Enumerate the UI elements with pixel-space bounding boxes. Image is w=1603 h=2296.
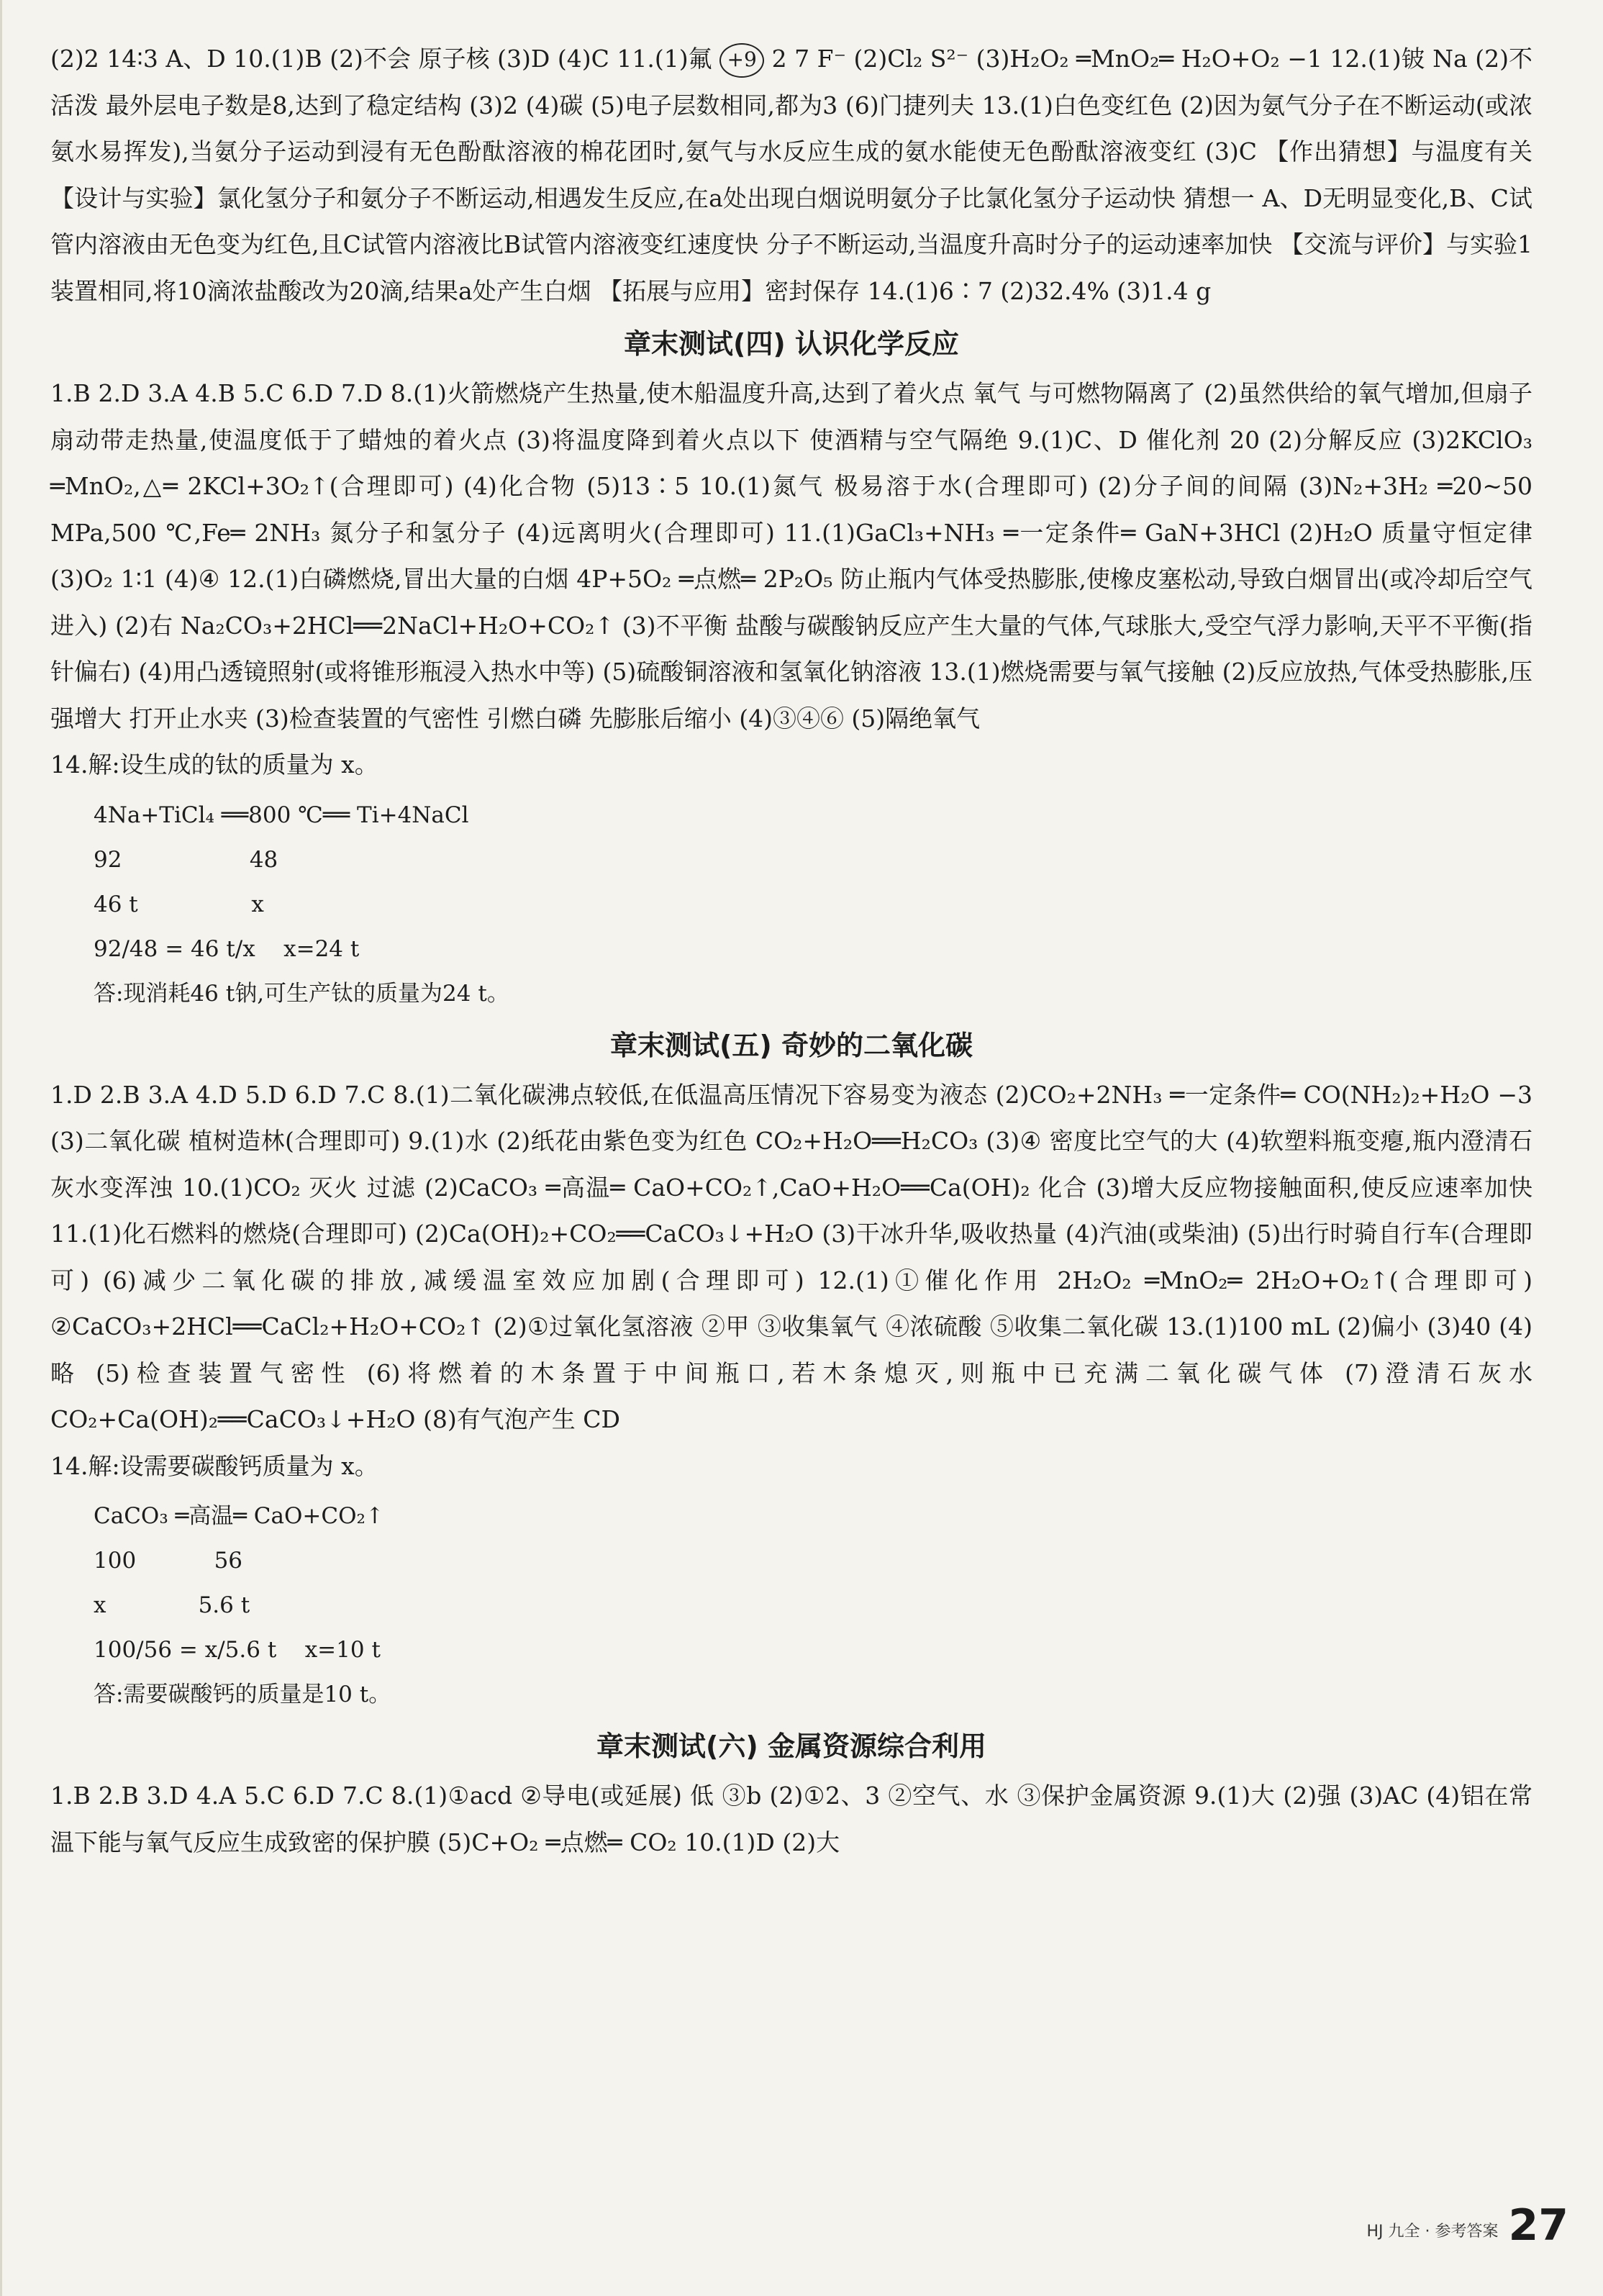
calc-intro: 14.解:设生成的钛的质量为 x。 (50, 750, 378, 779)
section-heading: 章末测试(六) 金属资源综合利用 (596, 1730, 986, 1762)
section-answers: 1.D 2.B 3.A 4.D 5.D 6.D 7.C 8.(1)二氧化碳沸点较低,在低温高压情况下容易变为液态 (2)CO₂+2NH₃ ═一定条件═ CO(NH₂)₂+H₂O −3 (3)二氧化碳 植树造林(合理即可) 9.(1)水 (2)纸花由紫色变为红色 CO₂+H₂O══H₂CO₃ (3)④ 密度比空气的大 (4)软塑料瓶变瘪,瓶内澄清石灰水变浑浊 10.(1)CO₂ 灭火 过滤 (2)CaCO₃ ═高温═ CaO+CO₂↑,CaO+H₂O══Ca(OH)₂ 化合 (3)增大反应物接触面积,使反应速率加快 11.(1)化石燃料的燃烧(合理即可) (2)Ca(OH)₂+CO₂══CaCO₃↓+H₂O (3)干冰升华,吸收热量 (4)汽油(或柴油) (5)出行时骑自行车(合理即可) (6)减少二氧化碳的排放,减缓温室效应加剧(合理即可) 12.(1)①催化作用 2H₂O₂ ═MnO₂═ 2H₂O+O₂↑(合理即可) ②CaCO₃+2HCl══CaCl₂+H₂O+CO₂↑ (2)①过氧化氢溶液 ②甲 ③收集氧气 ④浓硫酸 ⑤收集二氧化碳 13.(1)100 mL (2)偏小 (3)40 (4)略 (5)检查装置气密性 (6)将燃着的木条置于中间瓶口,若木条熄灭,则瓶中已充满二氧化碳气体 (7)澄清石灰水 CO₂+Ca(OH)₂══CaCO₃↓+H₂O (8)有气泡产生 CD (50, 1080, 1532, 1433)
calculation-block (94, 793, 1532, 1016)
answer-page (50, 36, 1532, 1866)
atom-structure-diagram (719, 43, 764, 78)
page-edge (0, 0, 2, 2296)
section-heading: 章末测试(五) 奇妙的二氧化碳 (610, 1029, 973, 1061)
section-heading: 章末测试(四) 认识化学反应 (624, 328, 959, 360)
calc-answer: 答:需要碳酸钙的质量是10 t。 (94, 1682, 391, 1707)
page-footer (1366, 2200, 1568, 2251)
calc-line: 100 56 (94, 1548, 243, 1574)
section-answers: 1.B 2.D 3.A 4.B 5.C 6.D 7.D 8.(1)火箭燃烧产生热量,使木船温度升高,达到了着火点 氧气 与可燃物隔离了 (2)虽然供给的氧气增加,但扇子扇动带走热量,使温度低于了蜡烛的着火点 (3)将温度降到着火点以下 使酒精与空气隔绝 9.(1)C、D 催化剂 20 (2)分解反应 (3)2KClO₃ ═MnO₂,△═ 2KCl+3O₂↑(合理即可) (4)化合物 (5)13∶5 10.(1)氮气 极易溶于水(合理即可) (2)分子间的间隔 (3)N₂+3H₂ ═20~50 MPa,500 ℃,Fe═ 2NH₃ 氮分子和氢分子 (4)远离明火(合理即可) 11.(1)GaCl₃+NH₃ ═一定条件═ GaN+3HCl (2)H₂O 质量守恒定律 (3)O₂ 1∶1 (4)④ 12.(1)白磷燃烧,冒出大量的白烟 4P+5O₂ ═点燃═ 2P₂O₅ 防止瓶内气体受热膨胀,使橡皮塞松动,导致白烟冒出(或冷却后空气进入) (2)右 Na₂CO₃+2HCl══2NaCl+H₂O+CO₂↑ (3)不平衡 盐酸与碳酸钠反应产生大量的气体,气球胀大,受空气浮力影响,天平不平衡(指针偏右) (4)用凸透镜照射(或将锥形瓶浸入热水中等) (5)硫酸铜溶液和氢氧化钠溶液 13.(1)燃烧需要与氧气接触 (2)反应放热,气体受热膨胀,压强增大 打开止水夹 (3)检查装置的气密性 引燃白磷 先膨胀后缩小 (4)③④⑥ (5)隔绝氧气 (50, 379, 1532, 732)
page-number: 27 (1508, 2200, 1568, 2251)
footer-label: HJ 九全 · 参考答案 (1366, 2223, 1499, 2241)
calc-line: CaCO₃ ═高温═ CaO+CO₂↑ (94, 1503, 384, 1529)
calculation-block (94, 1494, 1532, 1717)
calc-line: 4Na+TiCl₄ ══800 ℃══ Ti+4NaCl (94, 802, 469, 828)
calc-line: 92 48 (94, 846, 278, 873)
section-answers: 1.B 2.B 3.D 4.A 5.C 6.D 7.C 8.(1)①acd ②导电(或延展) 低 ③b (2)①2、3 ②空气、水 ③保护金属资源 9.(1)大 (2)强 (3)AC (4)铝在常温下能与氧气反应生成致密的保护膜 (5)C+O₂ ═点燃═ CO₂ 10.(1)D (2)大 (50, 1782, 1532, 1856)
calc-intro: 14.解:设需要碳酸钙质量为 x。 (50, 1451, 378, 1480)
intro-text-rest: 2 7 F⁻ (2)Cl₂ S²⁻ (3)H₂O₂ ═MnO₂═ H₂O+O₂ −1 12.(1)铍 Na (2)不活泼 最外层电子数是8,达到了稳定结构 (3)2 (4)碳 (5)电子层数相同,都为3 (6)门捷列夫 13.(1)白色变红色 (2)因为氨气分子在不断运动(或浓氨水易挥发),当氨分子运动到浸有无色酚酞溶液的棉花团时,氨气与水反应生成的氨水能使无色酚酞溶液变红 (3)C 【作出猜想】与温度有关 【设计与实验】氯化氢分子和氨分子不断运动,相遇发生反应,在a处出现白烟说明氨分子比氯化氢分子运动快 猜想一 A、D无明显变化,B、C试管内溶液由无色变为红色,且C试管内溶液比B试管内溶液变红速度快 分子不断运动,当温度升高时分子的运动速率加快 【交流与评价】与实验1装置相同,将10滴浓盐酸改为20滴,结果a处产生白烟 【拓展与应用】密封保存 14.(1)6∶7 (2)32.4% (3)1.4 g (50, 45, 1532, 305)
calc-line: 92/48 = 46 t/x x=24 t (94, 935, 360, 962)
calc-line: 100/56 = x/5.6 t x=10 t (94, 1637, 381, 1663)
calc-line: 46 t x (94, 891, 264, 917)
intro-paragraph (50, 36, 1532, 314)
atom-nucleus-label: +9 (727, 47, 757, 71)
calc-answer: 答:现消耗46 t钠,可生产钛的质量为24 t。 (94, 980, 509, 1007)
intro-text-start: (2)2 14∶3 A、D 10.(1)B (2)不会 原子核 (3)D (4)C 11.(1)氟 (50, 45, 720, 73)
calc-line: x 5.6 t (94, 1592, 250, 1618)
